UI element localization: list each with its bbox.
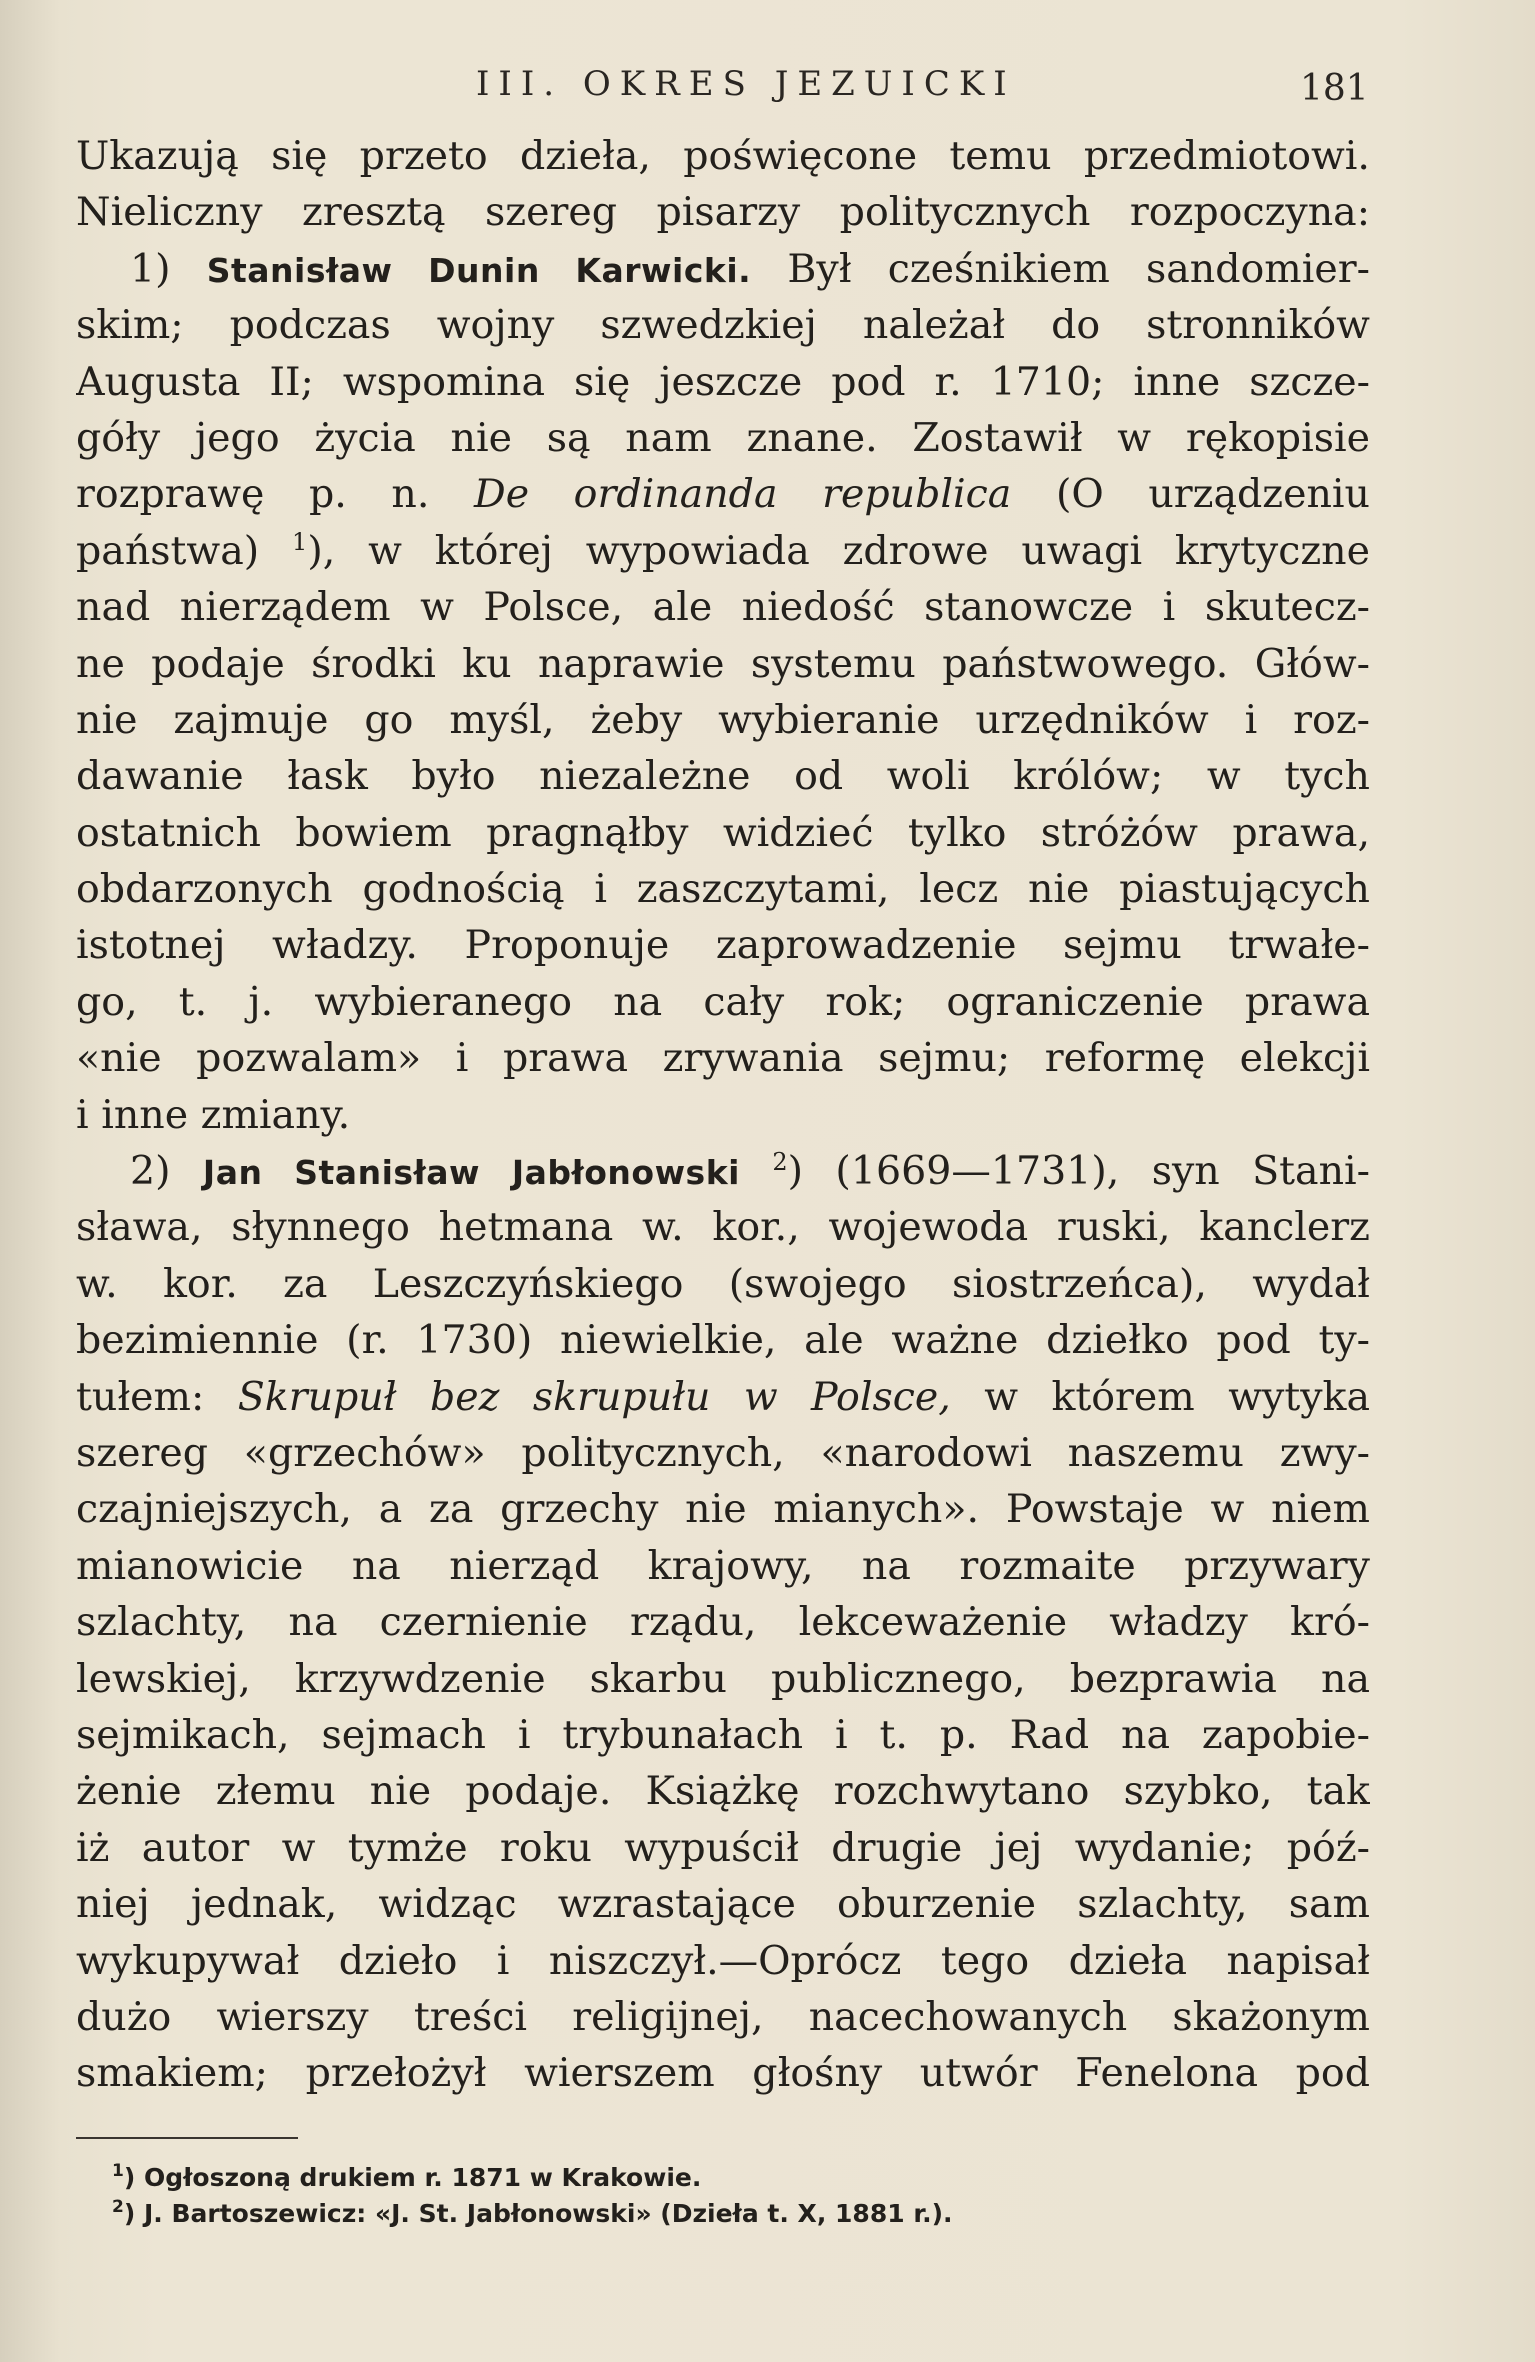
work-title: De ordinanda republica [474, 471, 1012, 518]
text-line: skim; podczas wojny szwedzkiej należał do stronników [76, 302, 1370, 349]
text-line: dawanie łask było niezależne od woli królów; w tych [76, 753, 1370, 800]
text-line: czajniejszych, a za grzechy nie mianych». Powstaje w niem [76, 1486, 1370, 1533]
text-line: sejmikach, sejmach i trybunałach i t. p. Rad na zapobie- [76, 1711, 1370, 1758]
text-line: ostatnich bowiem pragnąłby widzieć tylko stróżów prawa, [76, 809, 1370, 856]
text-line: «nie pozwalam» i prawa zrywania sejmu; reformę elekcji [76, 1035, 1370, 1082]
text-line: Nieliczny zresztą szereg pisarzy politycznych rozpoczyna: [76, 189, 1370, 236]
text-line [76, 1369, 1370, 1425]
text-segment: rozprawę p. n. [76, 471, 430, 518]
text-line: sława, słynnego hetmana w. kor., wojewoda ruski, kanclerz [76, 1204, 1370, 1251]
list-number: 1) [130, 245, 171, 292]
page-header [0, 64, 1535, 124]
text-line: szereg «grzechów» politycznych, «narodowi naszemu zwy- [76, 1429, 1370, 1476]
text-line: bezimiennie (r. 1730) niewielkie, ale ważne dziełko pod ty- [76, 1317, 1370, 1364]
footnote-text: ) Ogłoszoną drukiem r. 1871 w Krakowie. [123, 2163, 702, 2192]
text-line: ne podaje środki ku naprawie systemu państwowego. Głów- [76, 640, 1370, 687]
running-title: III. OKRES JEZUICKI [476, 64, 1016, 104]
footnotes [112, 2160, 1312, 2232]
text-line [76, 1143, 1370, 1199]
footnote-text: ) J. Bartoszewicz: «J. St. Jabłonowski» (Dzieła t. X, 1881 r.). [123, 2199, 953, 2228]
text-line: wykupywał dzieło i niszczył.—Oprócz tego dzieła napisał [76, 1937, 1370, 1984]
footnote-ref: 1 [292, 527, 308, 556]
text-line [76, 523, 1370, 579]
main-text [76, 128, 1370, 2102]
text-line: niej jednak, widząc wzrastające oburzenie szlachty, sam [76, 1881, 1370, 1928]
text-line: nie zajmuje go myśl, żeby wybieranie urzędników i roz- [76, 696, 1370, 743]
text-segment: państwa) [76, 527, 260, 574]
author-name: Jan Stanisław Jabłonowski [202, 1153, 740, 1193]
footnote-ref: 2 [772, 1148, 788, 1177]
text-line: góły jego życia nie są nam znane. Zostawił w rękopisie [76, 414, 1370, 461]
text-segment: ) (1669—1731), syn Stani- [787, 1148, 1370, 1195]
text-line: dużo wierszy treści religijnej, nacechowanych skażonym [76, 1993, 1370, 2040]
text-line: go, t. j. wybieranego na cały rok; ograniczenie prawa [76, 978, 1370, 1025]
text-line [76, 466, 1370, 522]
page-number: 181 [1300, 68, 1369, 109]
text-line [76, 241, 1370, 297]
footnote [112, 2160, 1312, 2196]
text-segment: Był cześnikiem sandomier- [787, 245, 1370, 292]
text-line: w. kor. za Leszczyńskiego (swojego siostrzeńca), wydał [76, 1260, 1370, 1307]
text-line: i inne zmiany. [76, 1091, 351, 1138]
text-line: żenie złemu nie podaje. Książkę rozchwytano szybko, tak [76, 1768, 1370, 1815]
text-line: szlachty, na czernienie rządu, lekceważenie władzy kró- [76, 1599, 1370, 1646]
text-line: mianowicie na nierząd krajowy, na rozmaite przywary [76, 1542, 1370, 1589]
author-name: Stanisław Dunin Karwicki. [206, 250, 752, 290]
footnote-mark: 2 [112, 2197, 124, 2217]
text-line: nad nierządem w Polsce, ale niedość stanowcze i skutecz- [76, 584, 1370, 631]
list-number: 2) [130, 1148, 171, 1195]
text-segment: (O urządzeniu [1055, 471, 1370, 518]
text-segment: ), w której wypowiada zdrowe uwagi krytyczne [307, 527, 1370, 574]
text-line: obdarzonych godnością i zaszczytami, lecz nie piastujących [76, 866, 1370, 913]
text-line: smakiem; przełożył wierszem głośny utwór Fenelona pod [76, 2050, 1370, 2097]
text-line: Ukazują się przeto dzieła, poświęcone temu przedmiotowi. [76, 133, 1370, 179]
text-line: istotnej władzy. Proponuje zaprowadzenie sejmu trwałe- [76, 922, 1370, 969]
footnote [112, 2196, 1312, 2232]
text-line: lewskiej, krzywdzenie skarbu publicznego, bezprawia na [76, 1655, 1370, 1702]
text-segment: w którem wytyka [984, 1373, 1370, 1420]
footnote-mark: 1 [112, 2161, 124, 2181]
text-line: Augusta II; wspomina się jeszcze pod r. 1710; inne szcze- [76, 358, 1370, 405]
work-title: Skrupuł bez skrupułu w Polsce, [237, 1373, 951, 1420]
text-line: iż autor w tymże roku wypuścił drugie jej wydanie; póź- [76, 1824, 1370, 1871]
text-segment: tułem: [76, 1373, 205, 1420]
footnote-divider [76, 2137, 298, 2139]
